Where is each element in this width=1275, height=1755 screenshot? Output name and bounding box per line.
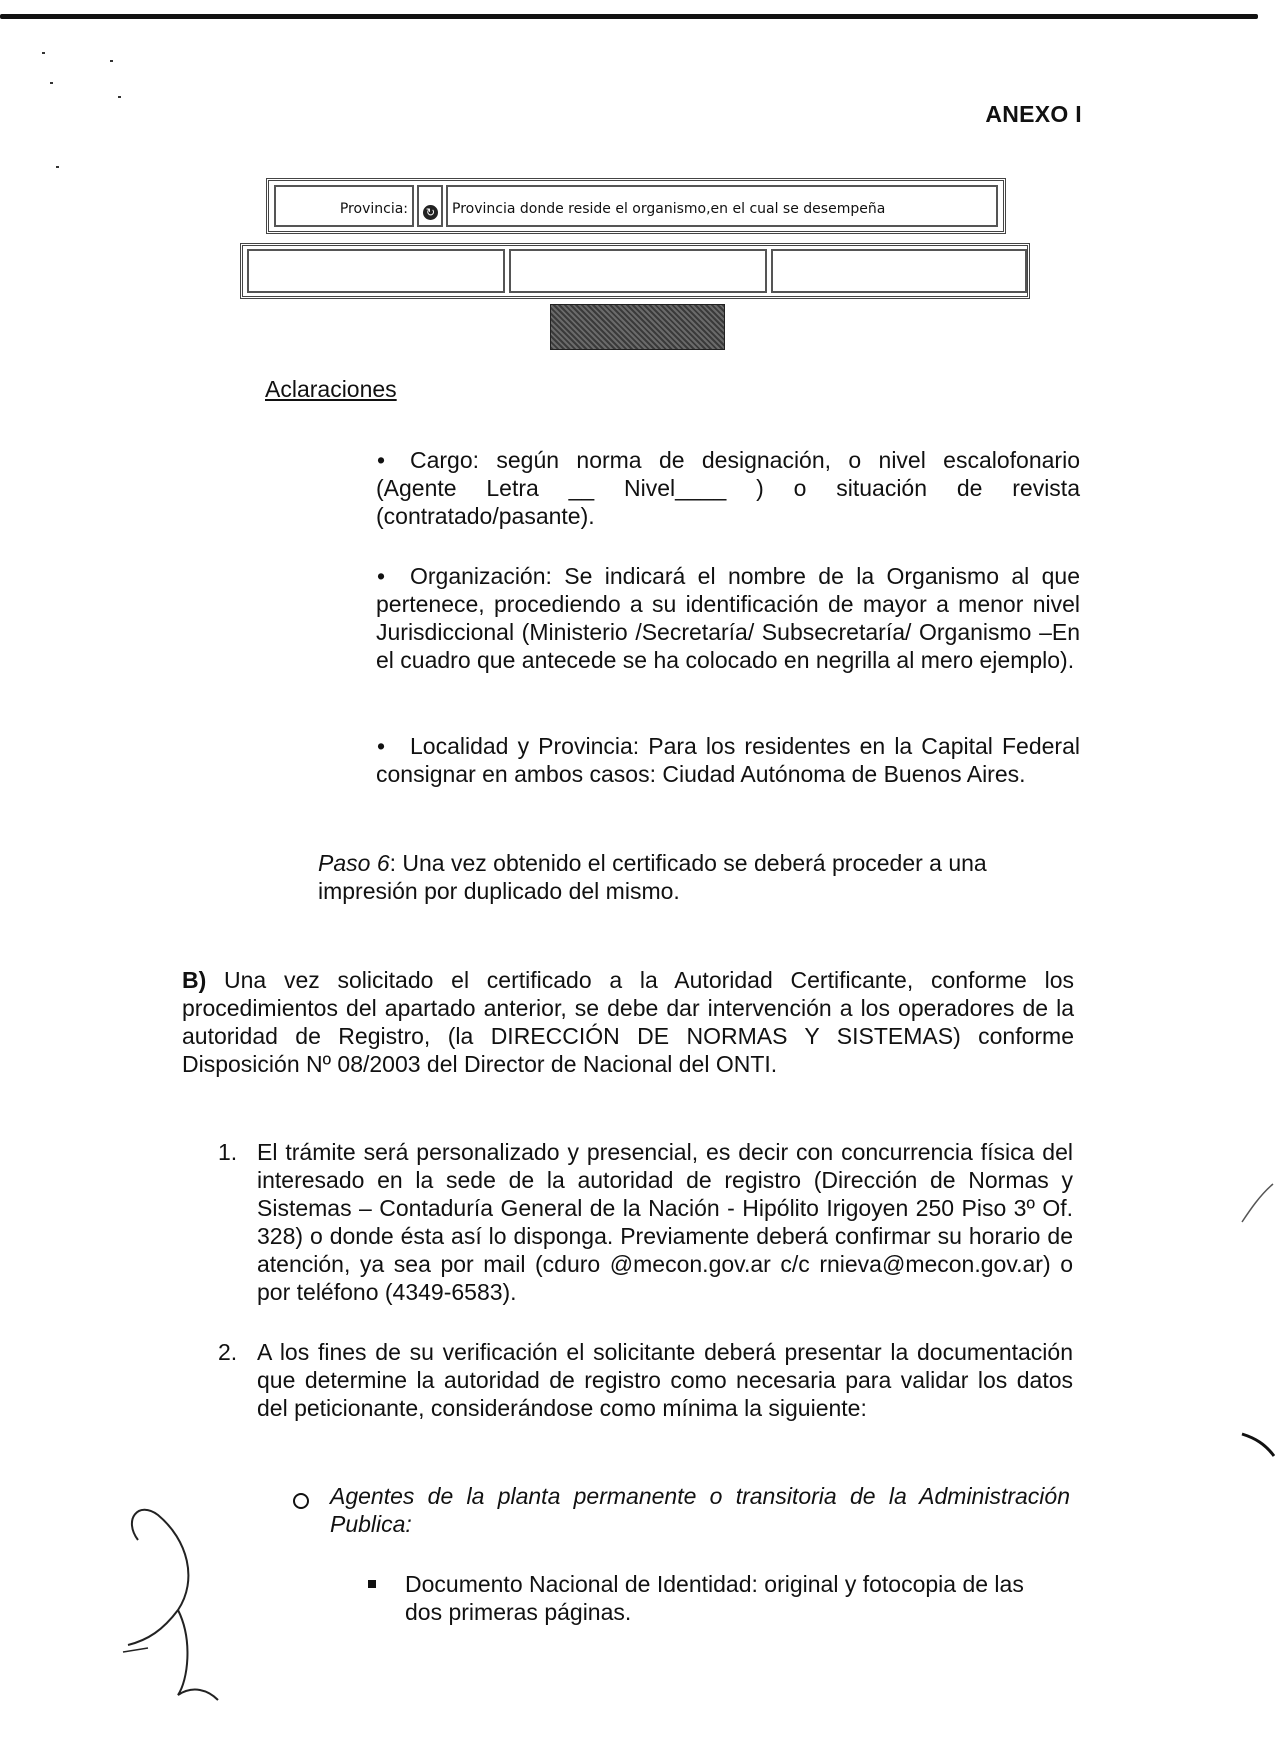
list-number: 2. — [218, 1339, 238, 1365]
clarification-cargo: Cargo: según norma de designación, o nivel escalofonario (Agente Letra __ Nivel____ ) o situación de revista (contratado/pasante). — [376, 447, 1080, 529]
form-empty-cell — [509, 249, 767, 293]
step-six-paragraph — [318, 849, 1078, 905]
list-item-verificacion: A los fines de su verificación el solicitante deberá presentar la documentación que determine la autoridad de registro como necesaria para validar los datos del peticionante, considerándose como mínima la siguiente: — [257, 1339, 1073, 1421]
form-submit-button — [550, 304, 725, 350]
top-scan-line — [0, 14, 1258, 19]
sub-bullet-circle — [293, 1493, 309, 1509]
sub-sub-bullet-square — [368, 1580, 376, 1588]
scan-speck — [50, 82, 53, 84]
section-b-paragraph — [182, 966, 1074, 1078]
subitem-agentes: Agentes de la planta permanente o transitoria de la Administración Publica: — [330, 1483, 1070, 1537]
section-b-text: Una vez solicitado el certificado a la Autoridad Certificante, conforme los procedimientos del apartado anterior, se debe dar intervención a los operadores de la autoridad de Registro, (la DIRECCIÓN DE NORMAS Y SISTEMAS) conforme Disposición Nº 08/2003 del Director de Nacional del ONTI. — [182, 967, 1074, 1077]
form-empty-cell — [771, 249, 1027, 293]
clarification-organizacion: Organización: Se indicará el nombre de la Organismo al que pertenece, procediendo a su identificación de mayor a menor nivel Jurisdiccional (Ministerio /Secretaría/ Subsecretaría/ Organismo –En el cuadro que antecede se ha colocado en negrilla al mero ejemplo). — [376, 563, 1080, 673]
scan-speck — [110, 60, 113, 62]
clarifications-title: Aclaraciones — [265, 376, 397, 402]
scan-speck — [42, 52, 45, 54]
list-item-tramite: El trámite será personalizado y presencial, es decir con concurrencia física del interesado en la sede de la autoridad de registro (Dirección de Normas y Sistemas – Contaduría General de la Nación - Hipólito Irigoyen 250 Piso 3º Of. 328) o donde ésta así lo disponga. Previamente deberá confirmar su horario de atención, ya sea por mail (cduro @mecon.gov.ar c/c rnieva@mecon.gov.ar) o por teléfono (4349-6583). — [257, 1139, 1073, 1305]
margin-mark — [1240, 1430, 1275, 1460]
section-b-label: B) — [182, 967, 207, 993]
scan-speck — [56, 166, 59, 168]
form-empty-row — [240, 243, 1030, 299]
subsubitem-dni: Documento Nacional de Identidad: original y fotocopia de las dos primeras páginas. — [405, 1571, 1024, 1625]
clarification-localidad: Localidad y Provincia: Para los residentes en la Capital Federal consignar en ambos casos: Ciudad Autónoma de Buenos Aires. — [376, 733, 1080, 787]
step-text: : Una vez obtenido el certificado se deberá proceder a una impresión por duplicado del mismo. — [318, 850, 987, 904]
province-icon-cell — [417, 185, 443, 227]
province-label: Provincia: — [274, 185, 414, 227]
bullet-dot: • — [377, 563, 386, 589]
bullet-dot: • — [377, 447, 386, 473]
margin-mark — [1240, 1180, 1275, 1225]
step-label: Paso 6 — [318, 850, 390, 876]
province-value: Provincia donde reside el organismo,en el cual se desempeña — [446, 185, 998, 227]
handwritten-signature — [118, 1480, 238, 1720]
page-title: ANEXO I — [985, 101, 1082, 127]
scan-speck — [118, 96, 121, 98]
list-number: 1. — [218, 1139, 238, 1165]
bullet-dot: • — [377, 733, 386, 759]
form-empty-cell — [247, 249, 505, 293]
form-province-row — [266, 178, 1006, 234]
circle-arrow-icon: ↻ — [423, 205, 438, 220]
